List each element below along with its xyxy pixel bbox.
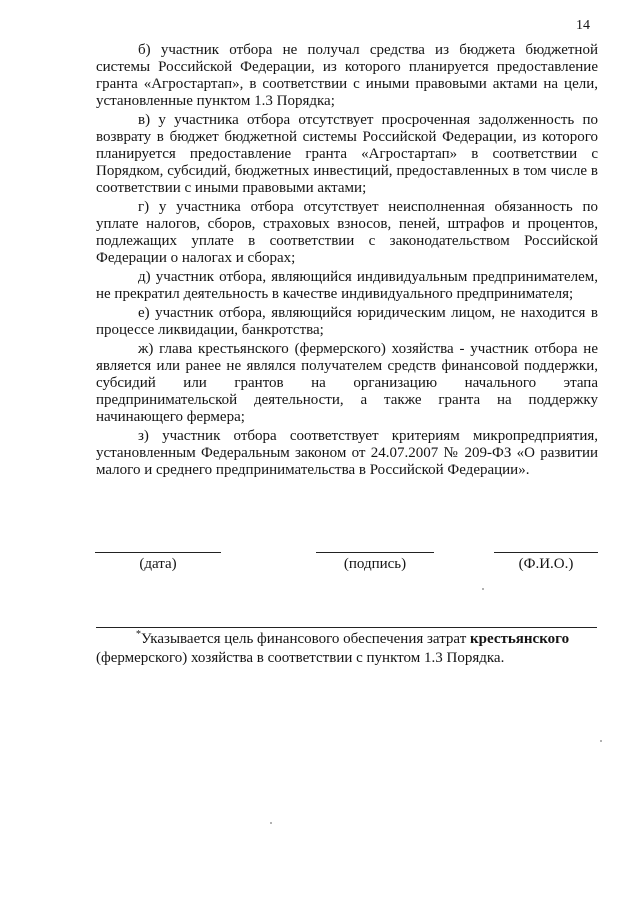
footnote-marker: * (136, 629, 141, 640)
signature-field (316, 552, 434, 573)
signature-block (0, 552, 640, 582)
date-label: (дата) (139, 556, 177, 572)
scan-speck (600, 740, 602, 742)
clause-e: е) участник отбора, являющийся юридическим лицом, не находится в процессе ликвидации, банкротства; (96, 305, 598, 338)
date-field (95, 552, 221, 573)
clause-v: в) у участника отбора отсутствует просроченная задолженность по возврату в бюджет бюджетной системы Российской Федерации, из которого планируется предоставление гранта «Агростартап» в соответствии с Порядком, субсидий, бюджетных инвестиций, предоставленных в том числе в соответствии с иными правовыми актами; (96, 112, 598, 196)
clause-g: г) у участника отбора отсутствует неисполненная обязанность по уплате налогов, сборов, страховых взносов, пеней, штрафов и процентов, подлежащих уплате в соответствии с законодательством Российской Федерации о налогах и сборах; (96, 199, 598, 266)
footnote-text-bold: крестьянского (470, 631, 570, 647)
date-line (95, 552, 221, 553)
page-number: 14 (576, 18, 590, 33)
clause-z: з) участник отбора соответствует критериям микропредприятия, установленным Федеральным законом от 24.07.2007 № 209-ФЗ «О развитии малого и среднего предпринимательства в Российской Федерации». (96, 428, 598, 478)
clause-zh: ж) глава крестьянского (фермерского) хозяйства - участник отбора не является или ранее не являлся получателем средств финансовой поддержки, субсидий или грантов на организацию начального этапа предпринимательской деятельности, а также гранта на поддержку начинающего фермера; (96, 341, 598, 425)
scan-speck (482, 588, 484, 590)
name-field (494, 552, 598, 573)
document-body (96, 42, 598, 481)
signature-line (316, 552, 434, 553)
clause-d: д) участник отбора, являющийся индивидуальным предпринимателем, не прекратил деятельность в качестве индивидуального предпринимателя; (96, 269, 598, 302)
signature-label: (подпись) (343, 556, 407, 572)
name-label: (Ф.И.О.) (518, 556, 574, 572)
footnote-text-start: Указывается цель финансового обеспечения затрат (141, 631, 471, 647)
scan-speck (270, 822, 272, 824)
name-line (494, 552, 598, 553)
footnote-text-end: (фермерского) хозяйства в соответствии с пунктом 1.3 Порядка. (96, 650, 505, 666)
footnote-separator (96, 627, 597, 628)
footnote (96, 630, 606, 668)
clause-b: б) участник отбора не получал средства из бюджета бюджетной системы Российской Федерации, из которого планируется предоставление гранта «Агростартап», в соответствии с иными правовыми актами на цели, установленные пунктом 1.3 Порядка; (96, 42, 598, 109)
